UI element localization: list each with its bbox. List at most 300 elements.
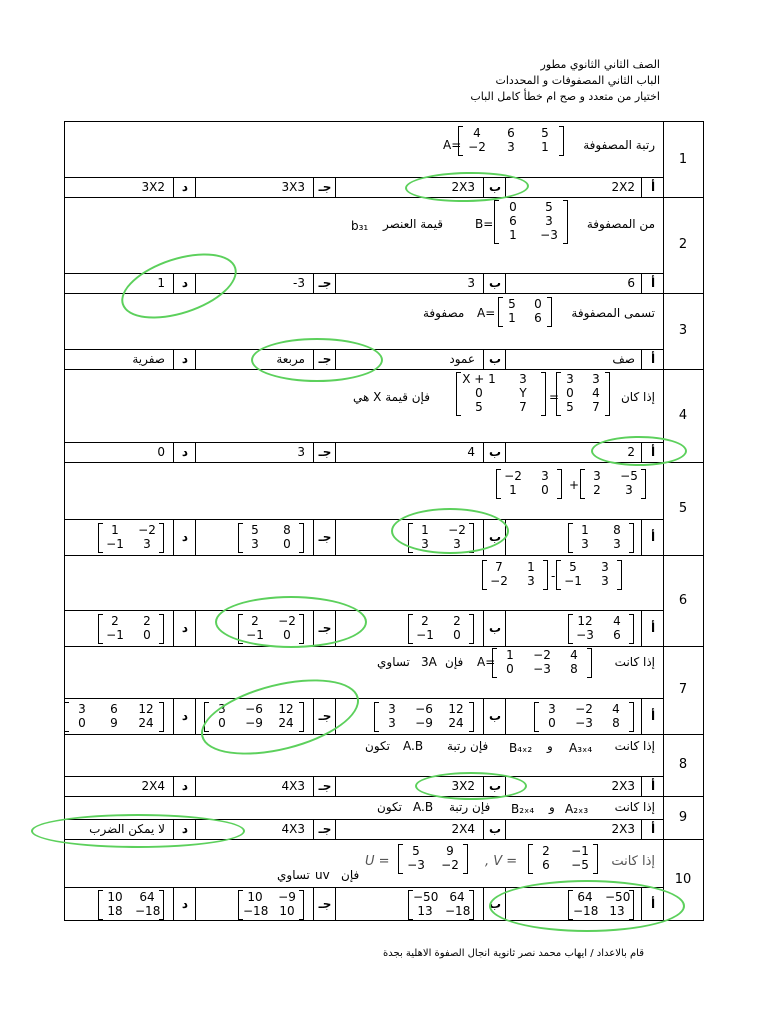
matrix-entry: 0: [566, 386, 574, 400]
option-cell-divider: [663, 610, 664, 646]
matrix-entry: 24: [138, 716, 154, 730]
option-cell-divider: [173, 177, 174, 197]
option-cell-divider: [313, 887, 314, 920]
option-cell-divider: [173, 442, 174, 462]
options-separator: [65, 442, 663, 443]
question-stem-3: تساوي: [377, 655, 410, 669]
option-matrix: [413, 890, 469, 918]
operator-sign: -: [551, 569, 556, 583]
option-cell-divider: [313, 177, 314, 197]
option-label-d: د: [181, 709, 189, 723]
option-value[interactable]: 2X3: [451, 180, 475, 194]
bracket-right: [629, 614, 634, 644]
bracket-left: [408, 614, 413, 644]
matrix-v-name: , V =: [485, 854, 518, 869]
question-number: 4: [678, 407, 688, 423]
matrix-entry: −50: [605, 889, 631, 904]
matrix-entry: 3: [218, 702, 226, 716]
option-cell-divider: [641, 273, 642, 293]
matrix-entry: 8: [613, 523, 621, 537]
option-cell-divider: [505, 442, 506, 462]
bracket-left: [398, 844, 403, 874]
matrix-entry: 5: [412, 844, 420, 858]
matrix-entry: −18: [135, 903, 161, 918]
matrix-entry: 2: [111, 614, 119, 628]
matrix-row: [561, 386, 605, 400]
matrix-row: [573, 537, 629, 551]
bracket-right: [593, 844, 598, 874]
matrix-row: [103, 537, 159, 551]
option-matrix: [243, 523, 299, 551]
matrix-entry: 2: [453, 614, 461, 628]
option-label-c: جـ: [318, 709, 332, 723]
header-line-2: الباب الثاني المصفوفات و المحددات: [495, 74, 660, 87]
option-cell-divider: [483, 887, 484, 920]
matrix-entry: 3: [507, 140, 515, 154]
option-label-b: ب: [488, 709, 502, 723]
matrix-entry: 9: [446, 844, 454, 858]
option-cell-divider: [195, 610, 196, 646]
option-cell-divider: [335, 519, 336, 555]
question-matrix: [503, 297, 547, 325]
option-label-b: ب: [488, 779, 502, 793]
matrix-row: [499, 200, 563, 214]
matrix-entry: 1: [509, 228, 517, 242]
matrix-entry: 8: [283, 523, 291, 537]
question-stem-3: تكون: [377, 800, 402, 814]
matrix-entry: 8: [612, 716, 620, 730]
matrix-row: [499, 214, 563, 228]
bracket-right: [469, 890, 474, 920]
options-separator: [65, 776, 663, 777]
matrix-entry: −2: [448, 523, 466, 537]
matrix-name: A=: [477, 655, 496, 669]
matrix-row: [69, 716, 159, 730]
matrix-row: [561, 372, 605, 386]
option-value[interactable]: 4X3: [281, 822, 305, 836]
option-cell-divider: [335, 819, 336, 839]
option-label-b: ب: [488, 822, 502, 836]
matrix-entry: −3: [576, 628, 594, 642]
matrix-row: [561, 400, 605, 414]
question-stem: إذا كان: [620, 390, 655, 404]
matrix-entry: 0: [548, 716, 556, 730]
expression: A.B: [403, 739, 424, 753]
matrix-row: [243, 890, 299, 904]
answer-highlight-circle: [391, 508, 509, 554]
matrix-entry: 12: [577, 614, 593, 628]
option-label-c: جـ: [318, 180, 332, 194]
matrix-entry: −2: [575, 702, 593, 716]
matrix-entry: −18: [573, 903, 599, 918]
option-value[interactable]: 3X2: [451, 779, 475, 793]
answer-highlight-circle: [113, 241, 244, 331]
expression: A.B: [413, 800, 434, 814]
matrix-entry: −9: [245, 716, 263, 730]
question-stem: إذا كانت: [614, 655, 655, 669]
option-label-d: د: [181, 276, 189, 290]
option-value[interactable]: 2X3: [611, 779, 635, 793]
option-cell-divider: [313, 273, 314, 293]
matrix-entry: 6: [542, 858, 550, 872]
matrix-entry: 8: [570, 662, 578, 676]
bracket-right: [159, 523, 164, 553]
matrix-entry: 0: [143, 628, 151, 642]
matrix-entry: X + 1: [462, 372, 496, 386]
option-cell-divider: [483, 349, 484, 369]
option-cell-divider: [505, 819, 506, 839]
question-matrix: [497, 648, 587, 676]
question-matrix-1: [501, 469, 557, 497]
answer-highlight-circle: [251, 338, 383, 382]
question-stem-3: تكون: [365, 739, 390, 753]
option-value[interactable]: لا يمكن الضرب: [89, 822, 165, 836]
matrix-entry: −1: [246, 628, 264, 642]
option-matrix: [539, 702, 629, 730]
option-matrix: [243, 890, 299, 918]
matrix-row: [243, 904, 299, 918]
matrix-entry: Y: [519, 386, 527, 400]
matrix-entry: 7: [519, 400, 527, 414]
matrix-entry: 13: [417, 903, 433, 918]
option-label-c: جـ: [318, 276, 332, 290]
option-label-c: جـ: [318, 445, 332, 459]
bracket-right: [463, 844, 468, 874]
question-separator: [65, 369, 703, 370]
option-label-b: ب: [488, 445, 502, 459]
option-label-a: أ: [650, 276, 656, 290]
matrix-entry: 4: [612, 702, 620, 716]
matrix-entry: 0: [541, 483, 549, 497]
matrix-entry: 0: [509, 200, 517, 214]
bracket-left: [238, 890, 243, 920]
bracket-right: [605, 372, 610, 416]
matrix-entry: 5: [541, 126, 549, 140]
matrix-row: [539, 716, 629, 730]
question-stem: إذا كانت: [614, 800, 655, 814]
bracket-right: [641, 469, 646, 499]
bracket-left: [498, 297, 503, 327]
matrix-entry: 4: [473, 126, 481, 140]
option-value[interactable]: مربعة: [276, 352, 305, 366]
option-cell-divider: [483, 442, 484, 462]
matrix-entry: 3: [625, 483, 633, 497]
bracket-left: [64, 702, 69, 732]
answer-highlight-circle: [215, 596, 367, 648]
question-separator: [65, 646, 703, 647]
matrix-row: [413, 628, 469, 642]
bracket-left: [568, 523, 573, 553]
matrix-entry: 3: [388, 702, 396, 716]
matrix-entry: −6: [415, 702, 433, 716]
matrix-entry: 5: [475, 400, 483, 414]
matrix-row: [573, 628, 629, 642]
matrix-row: [503, 311, 547, 325]
option-cell-divider: [483, 273, 484, 293]
question-separator: [65, 555, 703, 556]
bracket-left: [556, 560, 561, 590]
matrix-entry: 3: [613, 537, 621, 551]
bracket-right: [543, 560, 548, 590]
matrix-entry: −50: [413, 889, 439, 904]
option-cell-divider: [335, 776, 336, 796]
option-value[interactable]: 2: [627, 445, 635, 459]
bracket-left: [580, 469, 585, 499]
header-line-3: اختيار من متعدد و صح ام خطأ كامل الباب: [470, 90, 660, 103]
matrix-a-order: A₂ₓ₃: [565, 802, 589, 816]
option-cell-divider: [195, 442, 196, 462]
option-label-b: ب: [488, 180, 502, 194]
option-cell-divider: [505, 698, 506, 734]
matrix-entry: −5: [571, 858, 589, 872]
option-cell-divider: [195, 349, 196, 369]
option-value[interactable]: 2X2: [611, 180, 635, 194]
matrix-row: [461, 372, 541, 386]
question-number: 1: [678, 151, 688, 167]
matrix-entry: 24: [448, 716, 464, 730]
matrix-entry: 0: [283, 537, 291, 551]
matrix-entry: −5: [620, 469, 638, 483]
matrix-row: [463, 140, 559, 154]
matrix-row: [487, 574, 543, 588]
option-value[interactable]: 4X3: [281, 779, 305, 793]
matrix-entry: 3: [545, 214, 553, 228]
matrix-entry: 3: [143, 537, 151, 551]
option-label-d: د: [181, 896, 189, 911]
option-label-c: جـ: [318, 530, 332, 544]
bracket-left: [496, 469, 501, 499]
option-cell-divider: [173, 349, 174, 369]
options-separator: [65, 177, 663, 178]
option-cell-divider: [173, 698, 174, 734]
answer-highlight-circle: [405, 171, 530, 203]
matrix-entry: 12: [448, 702, 464, 716]
option-label-a: أ: [650, 779, 656, 793]
matrix-entry: 3: [593, 469, 601, 483]
matrix-entry: 1: [509, 483, 517, 497]
question-stem-2: مصفوفة: [423, 306, 465, 320]
bracket-right: [469, 614, 474, 644]
matrix-entry: −6: [245, 702, 263, 716]
question-stem-2: فإن: [341, 868, 360, 882]
bracket-right: [559, 126, 564, 156]
matrix-entry: 2: [542, 844, 550, 858]
matrix-row: [573, 614, 629, 628]
option-cell-divider: [663, 776, 664, 796]
matrix-row: [487, 560, 543, 574]
option-label-a: أ: [650, 621, 656, 635]
option-matrix: [379, 702, 469, 730]
option-matrix: [413, 614, 469, 642]
option-cell-divider: [335, 177, 336, 197]
option-label-b: ب: [488, 621, 502, 635]
option-value[interactable]: 3X2: [141, 180, 165, 194]
matrix-row: [103, 628, 159, 642]
bracket-left: [98, 890, 103, 920]
matrix-entry: 0: [534, 297, 542, 311]
footer-credit: قام بالاعداد / ايهاب محمد نصر ثانوية انجال الصفوة الاهلية بجدة: [383, 948, 644, 959]
question-stem: من المصفوفة: [586, 217, 655, 231]
matrix-row: [561, 560, 617, 574]
option-cell-divider: [483, 819, 484, 839]
option-value[interactable]: 3: [467, 276, 475, 290]
option-label-d: د: [181, 779, 189, 793]
matrix-row: [585, 483, 641, 497]
option-cell-divider: [173, 887, 174, 920]
option-label-a: أ: [650, 530, 656, 544]
matrix-entry: −1: [571, 844, 589, 858]
option-value[interactable]: 1: [157, 276, 165, 290]
option-cell-divider: [173, 519, 174, 555]
matrix-b-order: B₄ₓ₂: [509, 741, 533, 755]
option-value[interactable]: 0: [157, 445, 165, 459]
matrix-entry: 4: [613, 614, 621, 628]
matrix-entry: −2: [504, 469, 522, 483]
matrix-entry: −2: [533, 648, 551, 662]
expression: 3A: [421, 655, 437, 669]
matrix-entry: 3: [527, 574, 535, 588]
matrix-entry: 3: [519, 372, 527, 386]
question-number: 5: [678, 500, 688, 516]
question-matrix-1: [487, 560, 543, 588]
option-value[interactable]: 3X3: [281, 180, 305, 194]
option-cell-divider: [663, 698, 664, 734]
matrix-entry: −3: [540, 228, 558, 242]
option-label-d: د: [181, 822, 189, 836]
question-stem: رتبة المصفوفة: [583, 138, 655, 152]
option-label-c: جـ: [318, 822, 332, 836]
options-separator: [65, 610, 663, 611]
questions-table: [64, 121, 704, 921]
option-value[interactable]: عمود: [449, 352, 475, 366]
question-stem-2: قيمة العنصر: [383, 217, 443, 231]
matrix-entry: 6: [613, 628, 621, 642]
option-value[interactable]: 6: [627, 276, 635, 290]
option-matrix: [573, 523, 629, 551]
option-label-d: د: [181, 530, 189, 544]
option-label-d: د: [181, 352, 189, 366]
question-number: 6: [678, 592, 688, 608]
matrix-row: [499, 228, 563, 242]
matrix-row: [413, 614, 469, 628]
option-value[interactable]: 4: [467, 445, 475, 459]
bracket-right: [629, 702, 634, 732]
option-label-d: د: [181, 180, 189, 194]
option-value[interactable]: صف: [612, 352, 635, 366]
matrix-entry: −2: [490, 574, 508, 588]
matrix-row: [103, 890, 159, 904]
conjunction: و: [549, 800, 555, 814]
option-value[interactable]: 2X4: [451, 822, 475, 836]
matrix-entry: −18: [445, 903, 471, 918]
matrix-row: [103, 904, 159, 918]
matrix-entry: 3: [601, 560, 609, 574]
matrix-row: [501, 469, 557, 483]
matrix-entry: 2: [421, 614, 429, 628]
matrix-entry: 5: [569, 560, 577, 574]
matrix-row: [463, 126, 559, 140]
matrix-row: [243, 537, 299, 551]
option-cell-divider: [505, 610, 506, 646]
bracket-right: [159, 614, 164, 644]
matrix-entry: 24: [278, 716, 294, 730]
option-cell-divider: [195, 177, 196, 197]
bracket-right: [617, 560, 622, 590]
matrix-entry: 0: [283, 628, 291, 642]
matrix-entry: 0: [218, 716, 226, 730]
matrix-entry: −2: [278, 614, 296, 628]
matrix-row: [503, 297, 547, 311]
matrix-row: [413, 904, 469, 918]
matrix-entry: 1: [421, 523, 429, 537]
option-value[interactable]: -3: [293, 276, 305, 290]
matrix-entry: −1: [106, 537, 124, 551]
option-cell-divider: [313, 776, 314, 796]
option-value[interactable]: 2X3: [611, 822, 635, 836]
matrix-entry: 6: [509, 214, 517, 228]
question-stem-2: فإن: [445, 655, 464, 669]
matrix-entry: 4: [570, 648, 578, 662]
bracket-right: [587, 648, 592, 678]
bracket-left: [98, 614, 103, 644]
answer-highlight-circle: [415, 772, 527, 800]
option-cell-divider: [641, 776, 642, 796]
matrix-entry: 3: [548, 702, 556, 716]
matrix-entry: −1: [564, 574, 582, 588]
operator-sign: +: [569, 478, 580, 492]
bracket-left: [568, 614, 573, 644]
option-value[interactable]: 2X4: [141, 779, 165, 793]
question-separator: [65, 796, 703, 797]
option-cell-divider: [335, 273, 336, 293]
option-value[interactable]: صفرية: [132, 352, 165, 366]
option-label-b: ب: [488, 896, 502, 911]
matrix-entry: 3: [566, 372, 574, 386]
option-label-a: أ: [650, 896, 656, 911]
matrix-entry: 6: [534, 311, 542, 325]
matrix-row: [413, 890, 469, 904]
question-separator: [65, 734, 703, 735]
option-value[interactable]: 3: [297, 445, 305, 459]
bracket-left: [408, 890, 413, 920]
question-matrix: [463, 126, 559, 154]
matrix-entry: 3: [388, 716, 396, 730]
question-number: 3: [678, 323, 688, 338]
option-cell-divider: [505, 349, 506, 369]
matrix-entry: 5: [566, 400, 574, 414]
matrix-entry: 0: [78, 716, 86, 730]
question-matrix-2: [561, 560, 617, 588]
matrix-row: [497, 648, 587, 662]
matrix-entry: 5: [508, 297, 516, 311]
matrix-entry: 3: [251, 537, 259, 551]
answer-highlight-circle: [489, 880, 685, 932]
question-stem: إذا كانت: [611, 854, 655, 869]
matrix-b-order: B₂ₓ₄: [511, 802, 535, 816]
matrix-entry: 4: [592, 386, 600, 400]
header-line-1: الصف الثاني الثانوي مطور: [540, 58, 660, 71]
matrix-entry: 10: [247, 889, 263, 904]
matrix-row: [461, 400, 541, 414]
bracket-right: [469, 702, 474, 732]
bracket-left: [238, 523, 243, 553]
matrix-entry: 0: [506, 662, 514, 676]
matrix-entry: 12: [278, 702, 294, 716]
matrix-entry: 1: [527, 560, 535, 574]
matrix-row: [243, 523, 299, 537]
question-number: 2: [678, 237, 688, 252]
matrix-row: [461, 386, 541, 400]
